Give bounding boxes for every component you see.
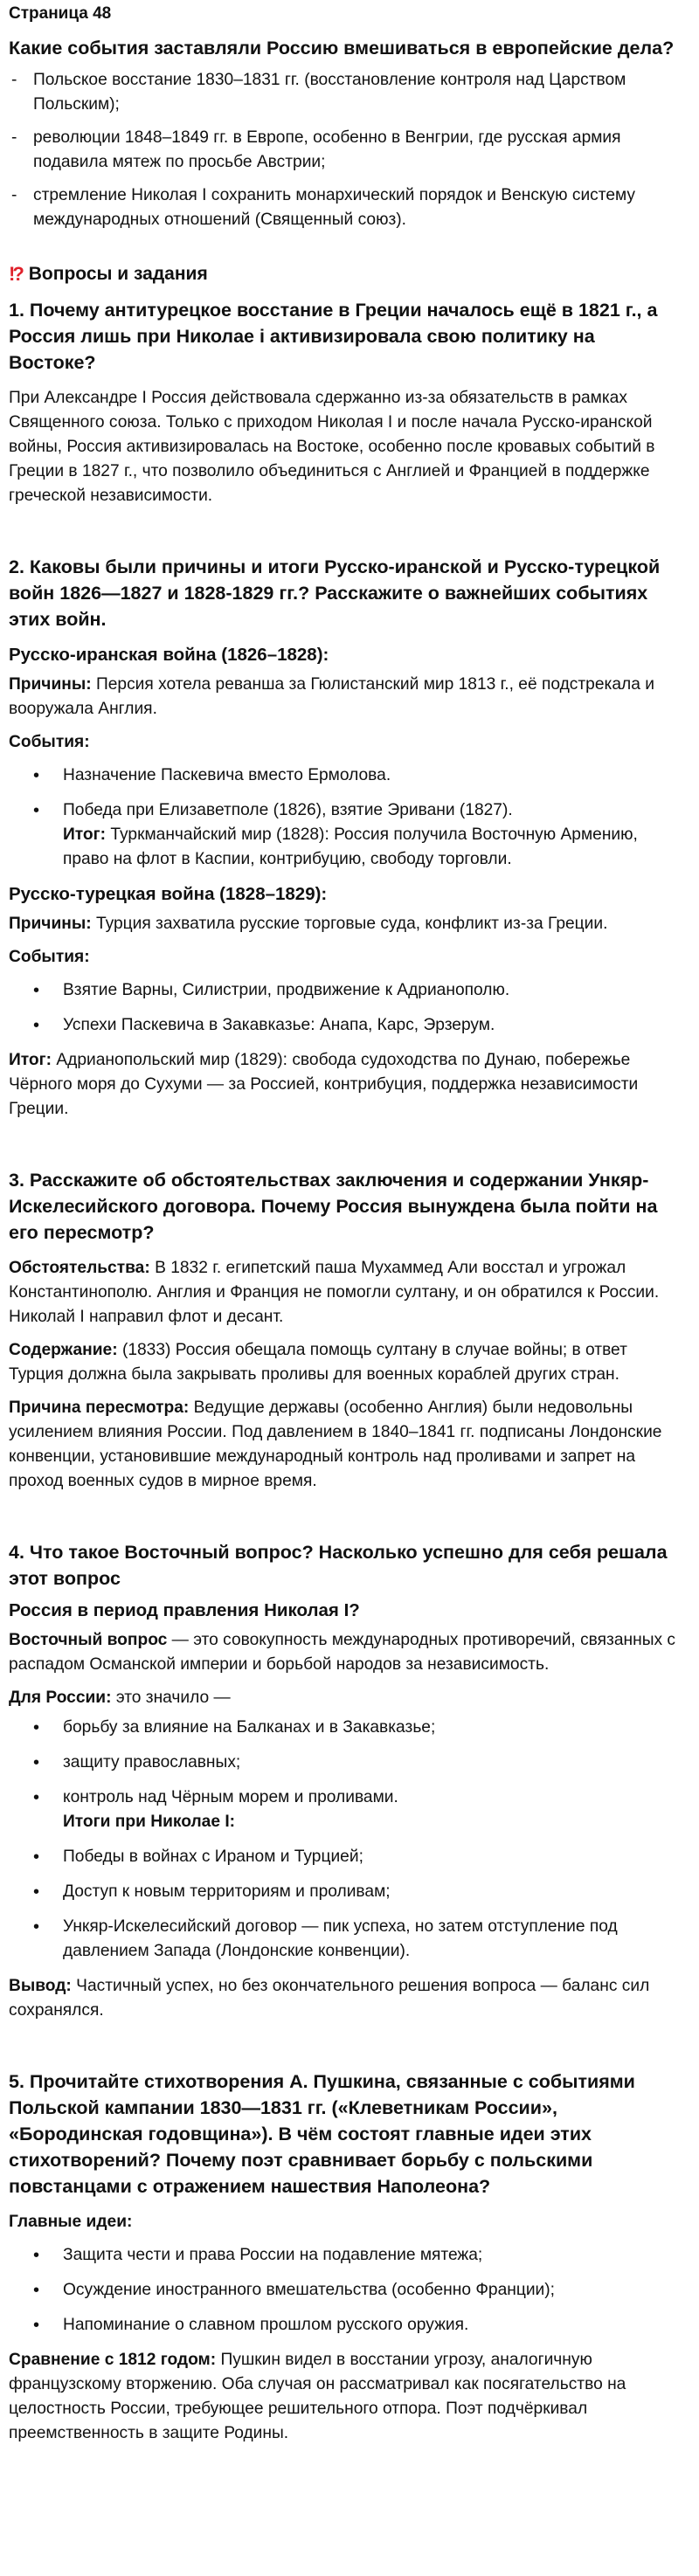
q3-content bbox=[9, 1338, 683, 1387]
list-item: • Взятие Варны, Силистрии, продвижение к Адрианополю. bbox=[9, 978, 683, 1003]
intro-block bbox=[9, 35, 683, 232]
question-1-answer: При Александре I Россия действовала сдержанно из-за обязательств в рамках Священного союза. Только с приходом Николая I и после начала Русско-иранской войны, Россия активизировалась на Востоке, особенно после кровавых событий в Греции в 1827 г., что позволило объединиться с Англией и Францией в поддержке греческой независимости. bbox=[9, 389, 655, 505]
list-item: • Осуждение иностранного вмешательства (особенно Франции); bbox=[9, 2278, 683, 2303]
section-title: Вопросы и задания bbox=[28, 264, 208, 284]
q3-reason bbox=[9, 1396, 683, 1494]
question-2-title: 2. Каковы были причины и итоги Русско-иранской и Русско-турецкой войн 1826—1827 и 1828-1829 гг.? Расскажите о важнейших событиях этих войн. bbox=[9, 556, 661, 630]
intro-list bbox=[9, 68, 683, 232]
q4-definition bbox=[9, 1628, 683, 1677]
list-item bbox=[9, 798, 683, 872]
q4-list bbox=[9, 1716, 683, 1964]
q5-ideas-label: Главные идеи: bbox=[9, 2213, 133, 2231]
q5-comparison-label: Сравнение с 1812 годом: bbox=[9, 2351, 217, 2369]
q4-for-russia bbox=[9, 1686, 683, 1710]
list-item: • Напоминание о славном прошлом русского оружия. bbox=[9, 2313, 683, 2338]
list-item: - Польское восстание 1830–1831 гг. (восстановление контроля над Царством Польским); bbox=[9, 68, 683, 117]
exclamation-question-icon: !? bbox=[9, 263, 22, 285]
q4-definition-label: Восточный вопрос bbox=[9, 1631, 168, 1649]
list-item bbox=[9, 1785, 683, 1834]
intro-heading: Какие события заставляли Россию вмешиваться в европейские дела? bbox=[9, 38, 675, 59]
q3-content-label: Содержание: bbox=[9, 1341, 118, 1359]
war2-causes bbox=[9, 912, 683, 936]
q4-results-label: Итоги при Николае I: bbox=[63, 1813, 236, 1831]
question-5-title: 5. Прочитайте стихотворения А. Пушкина, связанные с событиями Польской кампании 1830—1831 гг. («Клеветникам России», «Бородинская годовщина»). В чём состоят главные идеи этих стихотворений? Почему поэт сравнивает борьбу с польскими повстанцами с отражением нашествия Наполеона? bbox=[9, 2071, 635, 2197]
war1-causes-label: Причины: bbox=[9, 675, 92, 694]
list-item: • Ункяр-Искелесийский договор — пик успеха, но затем отступление под давлением Запада (Лондонские конвенции). bbox=[9, 1915, 683, 1964]
war2-result bbox=[9, 1048, 683, 1122]
list-item: - стремление Николая I сохранить монархический порядок и Венскую систему международных отношений (Священный союз). bbox=[9, 183, 683, 232]
war2-causes-label: Причины: bbox=[9, 915, 92, 933]
q4-conclusion bbox=[9, 1974, 683, 2023]
q4-for-russia-label: Для России: bbox=[9, 1689, 112, 1707]
war1-events-list bbox=[9, 763, 683, 872]
war1-result bbox=[63, 823, 683, 872]
q3-circumstances-text: В 1832 г. египетский паша Мухаммед Али восстал и угрожал Константинополю. Англия и Франция не помогли султану, и он обратился к России. Николай I направил флот и десант. bbox=[9, 1259, 660, 1326]
war2-events-list bbox=[9, 978, 683, 1038]
question-5 bbox=[9, 2068, 683, 2446]
question-3 bbox=[9, 1167, 683, 1494]
war1-causes bbox=[9, 673, 683, 722]
q4-definition-text: — это совокупность международных противоречий, связанных с распадом Османской империи и борьбой народов за независимость. bbox=[9, 1631, 676, 1674]
war2-result-text: Адрианопольский мир (1829): свобода судоходства по Дунаю, побережье Чёрного моря до Сухуми — за Россией, контрибуция, поддержка независимости Греции. bbox=[9, 1051, 639, 1118]
q5-comparison bbox=[9, 2348, 683, 2446]
war2-result-label: Итог: bbox=[9, 1051, 52, 1069]
q4-conclusion-text: Частичный успех, но без окончательного решения вопроса — баланс сил сохранялся. bbox=[9, 1977, 650, 2020]
war1-result-label: Итог: bbox=[63, 825, 107, 844]
war2-events-label: События: bbox=[9, 948, 90, 966]
war1-event2-text: Победа при Елизаветполе (1826), взятие Эривани (1827). bbox=[63, 801, 513, 819]
q4-conclusion-label: Вывод: bbox=[9, 1977, 72, 1995]
q4-for-russia-text: это значило — bbox=[111, 1689, 231, 1707]
question-4 bbox=[9, 1539, 683, 2023]
q4-subtitle: Россия в период правления Николая I? bbox=[9, 1600, 360, 1620]
page-number: Страница 48 bbox=[9, 4, 112, 23]
list-item: • борьбу за влияние на Балканах и в Закавказье; bbox=[9, 1716, 683, 1740]
question-2 bbox=[9, 554, 683, 1122]
war1-events-label: События: bbox=[9, 733, 90, 751]
q3-circumstances bbox=[9, 1256, 683, 1329]
q3-reason-label: Причина пересмотра: bbox=[9, 1398, 190, 1417]
q3-reason-text: Ведущие державы (особенно Англия) были недовольны усилением влияния России. Под давлением в 1840–1841 гг. подписаны Лондонские конвенции, установившие международный контроль над проливами и запрет на проход военных судов в мирное время. bbox=[9, 1398, 662, 1490]
question-4-title: 4. Что такое Восточный вопрос? Насколько успешно для себя решала этот вопрос bbox=[9, 1542, 668, 1589]
q5-ideas-list bbox=[9, 2243, 683, 2338]
question-1 bbox=[9, 297, 683, 508]
q3-circumstances-label: Обстоятельства: bbox=[9, 1259, 150, 1277]
questions-section-header bbox=[9, 262, 683, 287]
war1-causes-text: Персия хотела реванша за Гюлистанский мир 1813 г., её подстрекала и вооружала Англия. bbox=[9, 675, 654, 718]
war2-causes-text: Турция захватила русские торговые суда, конфликт из-за Греции. bbox=[91, 915, 608, 933]
list-item: • защиту православных; bbox=[9, 1751, 683, 1775]
list-item: • Победы в войнах с Ираном и Турцией; bbox=[9, 1845, 683, 1869]
list-item: • Успехи Паскевича в Закавказье: Анапа, Карс, Эрзерум. bbox=[9, 1013, 683, 1038]
q4-item3-text: контроль над Чёрным морем и проливами. bbox=[63, 1788, 398, 1806]
war2-title: Русско-турецкая война (1828–1829): bbox=[9, 884, 328, 904]
war1-title: Русско-иранская война (1826–1828): bbox=[9, 645, 329, 665]
war1-result-text: Туркманчайский мир (1828): Россия получила Восточную Армению, право на флот в Каспии, контрибуцию, свободу торговли. bbox=[63, 825, 638, 868]
q5-comparison-text: Пушкин видел в восстании угрозу, аналогичную французскому вторжению. Оба случая он рассматривал как посягательство на целостность России, требующее решительного отпора. Поэт подчёркивал преемственность в защите Родины. bbox=[9, 2351, 626, 2442]
list-item: • Защита чести и права России на подавление мятежа; bbox=[9, 2243, 683, 2268]
list-item: • Назначение Паскевича вместо Ермолова. bbox=[9, 763, 683, 788]
question-3-title: 3. Расскажите об обстоятельствах заключения и содержании Ункяр-Искелесийского договора. Почему Россия вынуждена была пойти на его пересмотр? bbox=[9, 1170, 658, 1243]
q3-content-text: (1833) Россия обещала помощь султану в случае войны; в ответ Турция должна была закрывать проливы для военных кораблей других стран. bbox=[9, 1341, 627, 1384]
list-item: - революции 1848–1849 гг. в Европе, особенно в Венгрии, где русская армия подавила мятеж по просьбе Австрии; bbox=[9, 126, 683, 175]
question-1-title: 1. Почему антитурецкое восстание в Греции началось ещё в 1821 г., а Россия лишь при Николае і активизировала свою политику на Востоке? bbox=[9, 300, 658, 373]
list-item: • Доступ к новым территориям и проливам; bbox=[9, 1880, 683, 1904]
